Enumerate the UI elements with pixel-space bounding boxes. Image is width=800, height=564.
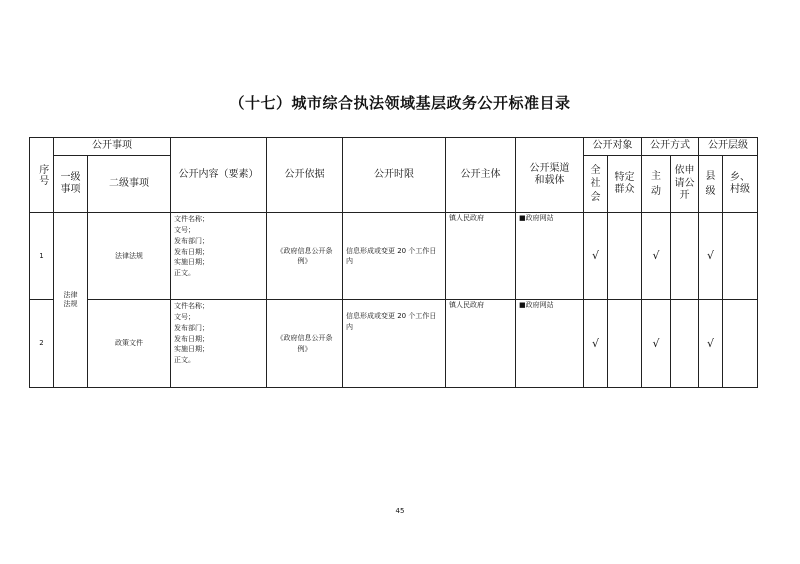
row-basis: 《政府信息公开条例》	[267, 300, 343, 388]
check-mark: √	[699, 213, 723, 300]
row-level2: 法律法规	[88, 213, 171, 300]
header-time-limit: 公开时限	[343, 138, 446, 213]
header-subject: 公开主体	[446, 138, 516, 213]
row-content: 文件名称； 文号； 发布部门； 发布日期； 实施日期； 正文。	[171, 213, 267, 300]
header-target: 公开对象	[584, 138, 642, 156]
header-level: 公开层级	[699, 138, 758, 156]
row-time-limit: 信息形成或变更 20 个工作日内	[343, 300, 446, 388]
row-channel: ■政府网站	[516, 300, 584, 388]
row-level2: 政策文件	[88, 300, 171, 388]
check-mark: √	[699, 300, 723, 388]
empty-cell	[723, 213, 758, 300]
empty-cell	[608, 213, 642, 300]
row-channel: ■政府网站	[516, 213, 584, 300]
row-seq: 1	[30, 213, 54, 300]
header-target-specific: 特定群众	[608, 156, 642, 213]
header-method-request: 依申请公开	[671, 156, 699, 213]
page-title: （十七）城市综合执法领域基层政务公开标准目录	[229, 94, 571, 112]
row-content: 文件名称； 文号； 发布部门； 发布日期； 实施日期； 正文。	[171, 300, 267, 388]
check-mark: √	[584, 213, 608, 300]
header-content: 公开内容（要素）	[171, 138, 267, 213]
header-target-all: 全社会	[584, 156, 608, 213]
row-basis: 《政府信息公开条例》	[267, 213, 343, 300]
empty-cell	[608, 300, 642, 388]
empty-cell	[671, 300, 699, 388]
header-seq: 序号	[30, 138, 54, 213]
table-row	[30, 300, 758, 388]
header-level-township: 乡、村级	[723, 156, 758, 213]
header-public-items: 公开事项	[54, 138, 171, 156]
header-level1: 一级事项	[54, 156, 88, 213]
empty-cell	[671, 213, 699, 300]
row-seq: 2	[30, 300, 54, 388]
table-row	[30, 213, 758, 300]
level1-item: 法律法规	[54, 213, 88, 388]
header-basis: 公开依据	[267, 138, 343, 213]
row-subject: 镇人民政府	[446, 213, 516, 300]
standard-catalog-table	[29, 137, 758, 388]
check-mark: √	[642, 213, 671, 300]
page-number: 45	[395, 507, 405, 515]
check-mark: √	[584, 300, 608, 388]
row-time-limit: 信息形成或变更 20 个工作日内	[343, 213, 446, 300]
check-mark: √	[642, 300, 671, 388]
header-level-county: 县级	[699, 156, 723, 213]
header-level2: 二级事项	[88, 156, 171, 213]
header-method: 公开方式	[642, 138, 699, 156]
header-method-active: 主动	[642, 156, 671, 213]
row-subject: 镇人民政府	[446, 300, 516, 388]
empty-cell	[723, 300, 758, 388]
header-channel: 公开渠道和载体	[516, 138, 584, 213]
